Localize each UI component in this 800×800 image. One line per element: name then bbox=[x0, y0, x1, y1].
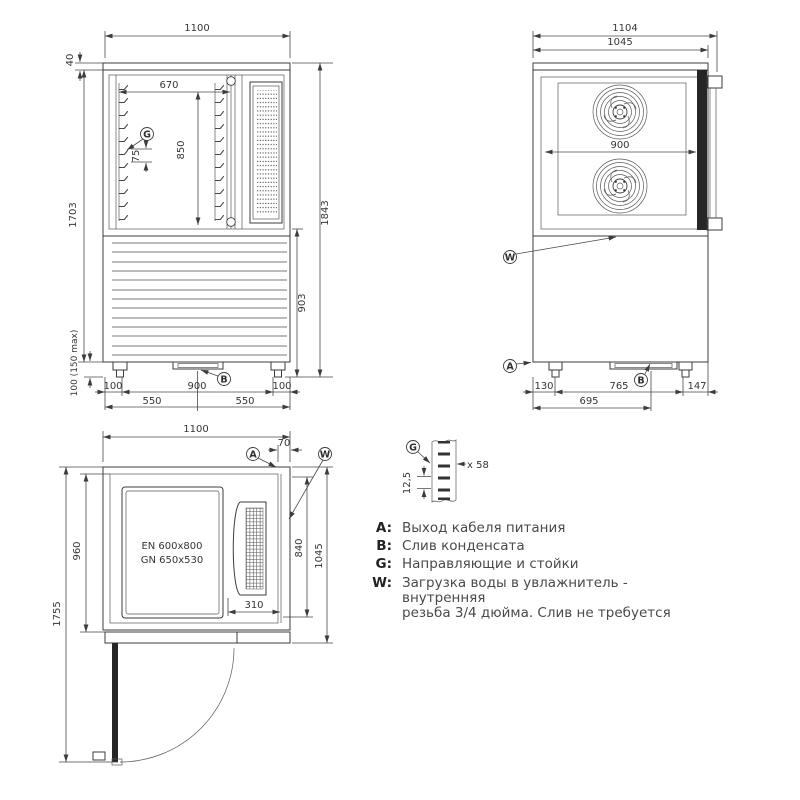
door-hinge-column bbox=[227, 75, 242, 229]
callout-b-label: B bbox=[637, 375, 645, 387]
base-height-dim: 903 bbox=[297, 293, 308, 313]
tray-size-gn: GN 650x530 bbox=[140, 555, 204, 566]
legend-text-a: Выход кабеля питания bbox=[402, 520, 566, 536]
tray-size-en: EN 600x800 bbox=[141, 541, 203, 552]
mid-span-dim: 765 bbox=[609, 381, 629, 392]
front-offset-dim: 130 bbox=[534, 381, 554, 392]
front-view-outline bbox=[103, 63, 290, 377]
legend-text-w-line1: Загрузка воды в увлажнитель - внутренняя bbox=[402, 574, 628, 606]
gap-dim: 70 bbox=[277, 438, 291, 449]
legend-key-b: B: bbox=[376, 538, 392, 555]
legend-text-g: Направляющие и стойки bbox=[402, 556, 579, 573]
drain-offset-dim: 695 bbox=[579, 396, 599, 407]
front-panel-band bbox=[105, 632, 290, 643]
louvers bbox=[112, 243, 287, 355]
plan-view-dimensions bbox=[52, 424, 333, 762]
front-view-dimensions bbox=[65, 23, 333, 411]
legend-key-a: A: bbox=[375, 520, 392, 536]
hinge-bottom bbox=[707, 218, 722, 230]
side-view bbox=[504, 23, 723, 411]
door-swing-arc bbox=[120, 648, 234, 762]
half-right-dim: 550 bbox=[235, 396, 255, 407]
half-left-dim: 550 bbox=[142, 396, 162, 407]
callout-g-front bbox=[127, 128, 154, 151]
condensate-tray bbox=[610, 362, 677, 369]
hinge-top bbox=[707, 76, 722, 88]
callout-g-detail bbox=[407, 441, 431, 464]
open-door bbox=[112, 643, 118, 762]
inner-depth-dim: 840 bbox=[294, 538, 305, 558]
callout-w-label: W bbox=[319, 449, 331, 461]
callout-g-label: G bbox=[409, 442, 417, 454]
total-height-dim: 1843 bbox=[320, 200, 331, 226]
front-body-height-dim: 1703 bbox=[68, 202, 79, 228]
plan-width-dim: 1100 bbox=[183, 424, 209, 435]
legend-text-b: Слив конденсата bbox=[402, 538, 525, 555]
side-view-dimensions bbox=[504, 23, 719, 411]
foot-left-dim: 100 bbox=[103, 381, 123, 392]
side-view-outline bbox=[533, 63, 722, 377]
legend-item-g bbox=[358, 557, 698, 572]
legend-text-w-line2: резьба 3/4 дюйма. Слив не требуется bbox=[402, 604, 671, 621]
detail-g bbox=[402, 440, 489, 502]
legend-item-b bbox=[358, 539, 698, 554]
chamber-depth-dim: 960 bbox=[72, 541, 83, 561]
foot bbox=[549, 362, 562, 370]
legend-item-w bbox=[358, 576, 698, 621]
callout-a-label: A bbox=[249, 449, 257, 461]
callout-a-side bbox=[504, 360, 532, 373]
condensate-tray bbox=[173, 362, 223, 369]
legend-key-w: W: bbox=[372, 574, 392, 591]
foot bbox=[113, 362, 127, 370]
hinge-top bbox=[227, 77, 236, 86]
legend-item-a bbox=[358, 521, 698, 536]
callout-w-label: W bbox=[504, 252, 516, 264]
foot-right-dim: 100 bbox=[272, 381, 292, 392]
back-offset-dim: 147 bbox=[687, 381, 707, 392]
tray-cavity bbox=[122, 487, 223, 618]
legend-key-g: G: bbox=[375, 556, 392, 573]
rail-height-dim: 850 bbox=[176, 140, 187, 160]
body-depth-dim: 1045 bbox=[607, 37, 633, 48]
callout-a-label: A bbox=[506, 361, 514, 373]
fan-span-dim: 900 bbox=[610, 140, 630, 151]
plan-view bbox=[52, 424, 333, 765]
callout-w-side bbox=[504, 237, 617, 264]
rail-width-dim: 670 bbox=[159, 80, 179, 91]
drain-span-dim: 900 bbox=[187, 381, 207, 392]
callout-g-label: G bbox=[143, 129, 151, 141]
door-swing-dim: 1755 bbox=[52, 601, 63, 627]
slot-pitch-dim: 12,5 bbox=[402, 471, 413, 495]
callout-a-plan bbox=[247, 448, 277, 468]
slot-count-label: x 58 bbox=[467, 460, 489, 471]
front-view bbox=[65, 23, 333, 411]
evap-width-dim: 310 bbox=[244, 600, 264, 611]
legend bbox=[358, 521, 698, 624]
shelf-pitch-dim: 75 bbox=[131, 149, 142, 163]
foot bbox=[679, 362, 692, 370]
plan-view-outline bbox=[93, 467, 290, 765]
total-depth-dim: 1104 bbox=[612, 23, 638, 34]
door-profile bbox=[697, 70, 707, 230]
rail-strip bbox=[432, 440, 456, 502]
front-top-dim: 40 bbox=[65, 53, 76, 67]
callout-b-label: B bbox=[220, 374, 228, 386]
hinge-bottom bbox=[227, 218, 236, 227]
door-handle bbox=[93, 752, 105, 760]
plan-body-depth-dim: 1045 bbox=[314, 543, 325, 569]
callout-w-plan bbox=[289, 448, 332, 520]
foot bbox=[271, 362, 285, 370]
feet-height-dim: 100 (150 max) bbox=[70, 329, 80, 397]
front-width-dim: 1100 bbox=[184, 23, 210, 34]
